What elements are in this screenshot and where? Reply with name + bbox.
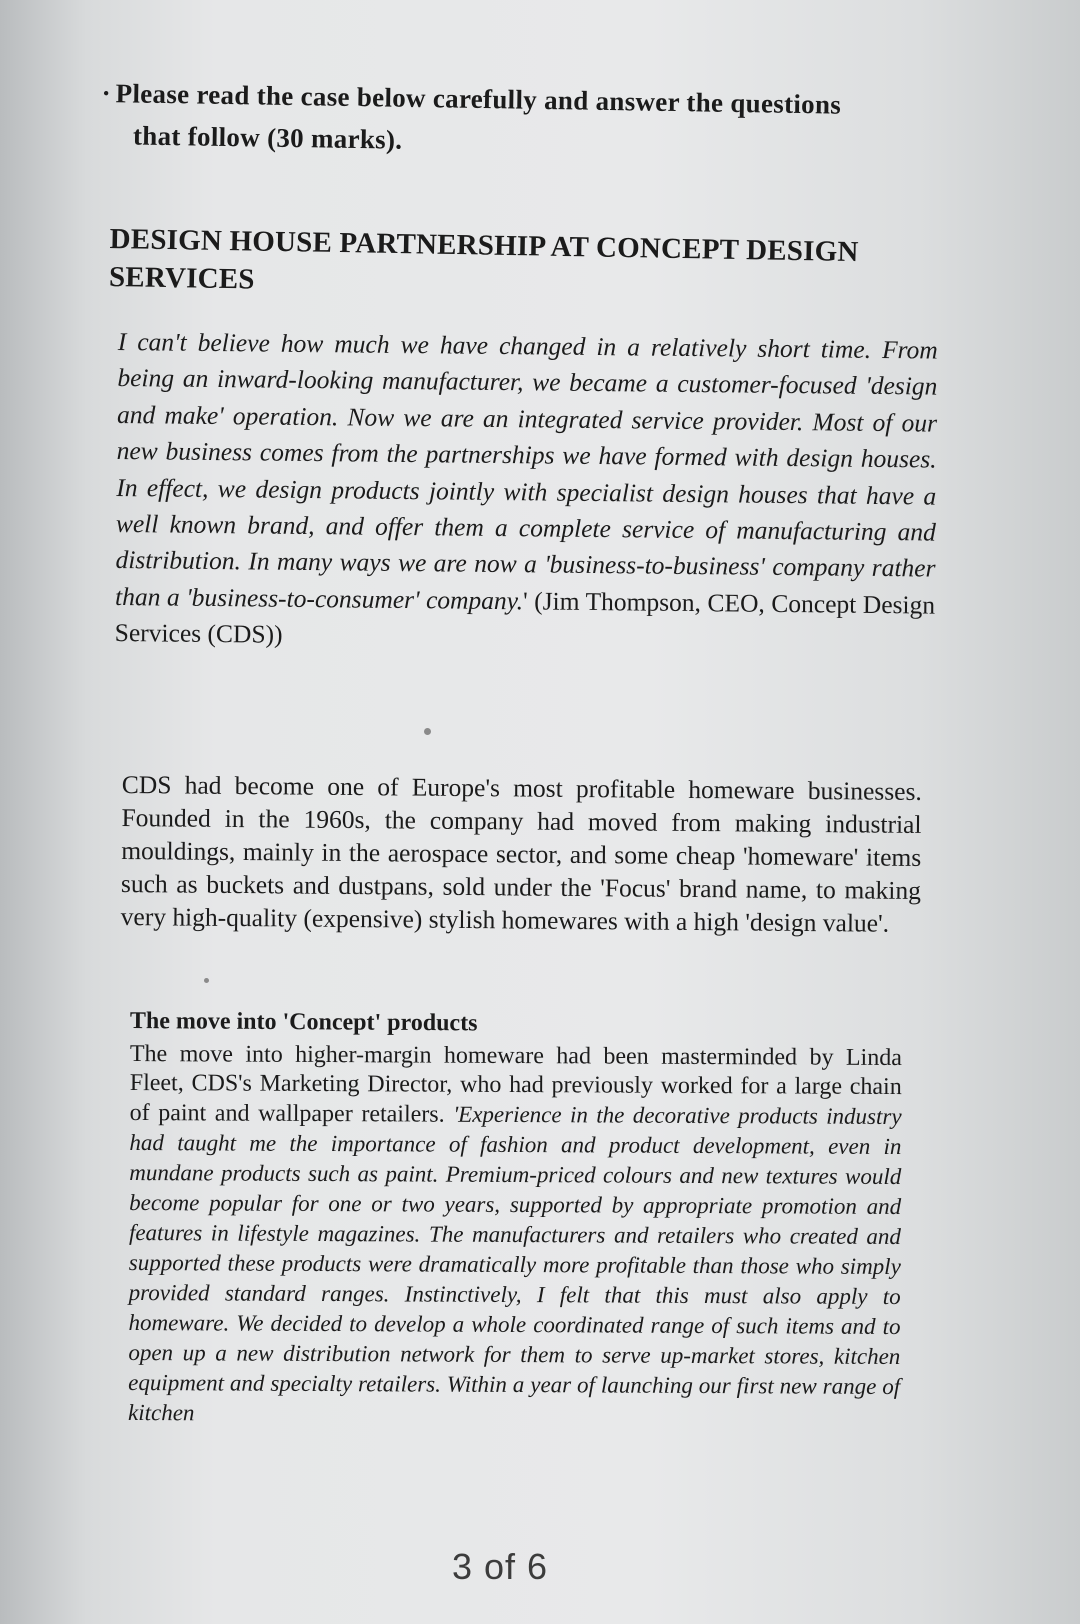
instruction-text [101,72,982,170]
scan-speck [424,728,431,735]
scan-speck [204,978,209,983]
section-body [128,1040,902,1432]
company-background-paragraph: CDS had become one of Europe's most profitable homeware businesses. Founded in the 1960s, the company had moved from making industrial mouldings, mainly in the aerospace sector, and some cheap 'homeware' items such as buckets and dustpans, sold under the 'Focus' brand name, to making very high-quality (expensive) stylish homewares with a high 'design value'. [120,769,922,938]
marketing-director-quote: 'Experience in the decorative products industry had taught me the importance of fashion and product development, even in mundane products such as paint. Premium-priced colours and new textures would become popular for one or two years, supported by appropriate promotion and features in lifestyle magazines. The manufacturers and retailers who created and supported these products were dramatically more profitable than those who simply provided standard ranges. Instinctively, I felt that this must also apply to homeware. We decided to develop a whole coordinated range of such items and to open up a new distribution network for them to serve up-market stores, kitchen equipment and specialty retailers. Within a year of launching our first new range of kitchen [127,1101,902,1426]
instruction-line-1: Please read the case below carefully and answer the questions [115,78,842,120]
page-number: 3 of 6 [452,1546,549,1587]
section-heading: The move into 'Concept' products [129,1007,478,1037]
instruction-line-2: that follow (30 marks). [132,120,403,155]
case-title: DESIGN HOUSE PARTNERSHIP AT CONCEPT DESIGN SERVICES [108,222,859,296]
ceo-quote-text: I can't believe how much we have changed in a relatively short time. From being an inward-looking manufacturer, we became a customer-focused 'design and make' operation. Now we are an integrated service provider. Most of our new business comes from the partnerships we have formed with design houses. In effect, we design products jointly with specialist design houses that have a well known brand, and offer them a complete service of manufacturing and distribution. In many ways we are now a 'business-to-business' company rather than a 'business-to-consumer' company. [114,326,938,616]
bullet-icon: · [101,77,112,109]
ceo-quote-attribution: ' (Jim Thompson, CEO, Concept Design Services (CDS)) [114,586,936,649]
section-intro: The move into higher-margin homeware had been masterminded by Linda Fleet, CDS's Marketing Director, who had previously worked for a large chain of paint and wallpaper retailers. [129,1041,902,1128]
ceo-quote [115,324,938,660]
